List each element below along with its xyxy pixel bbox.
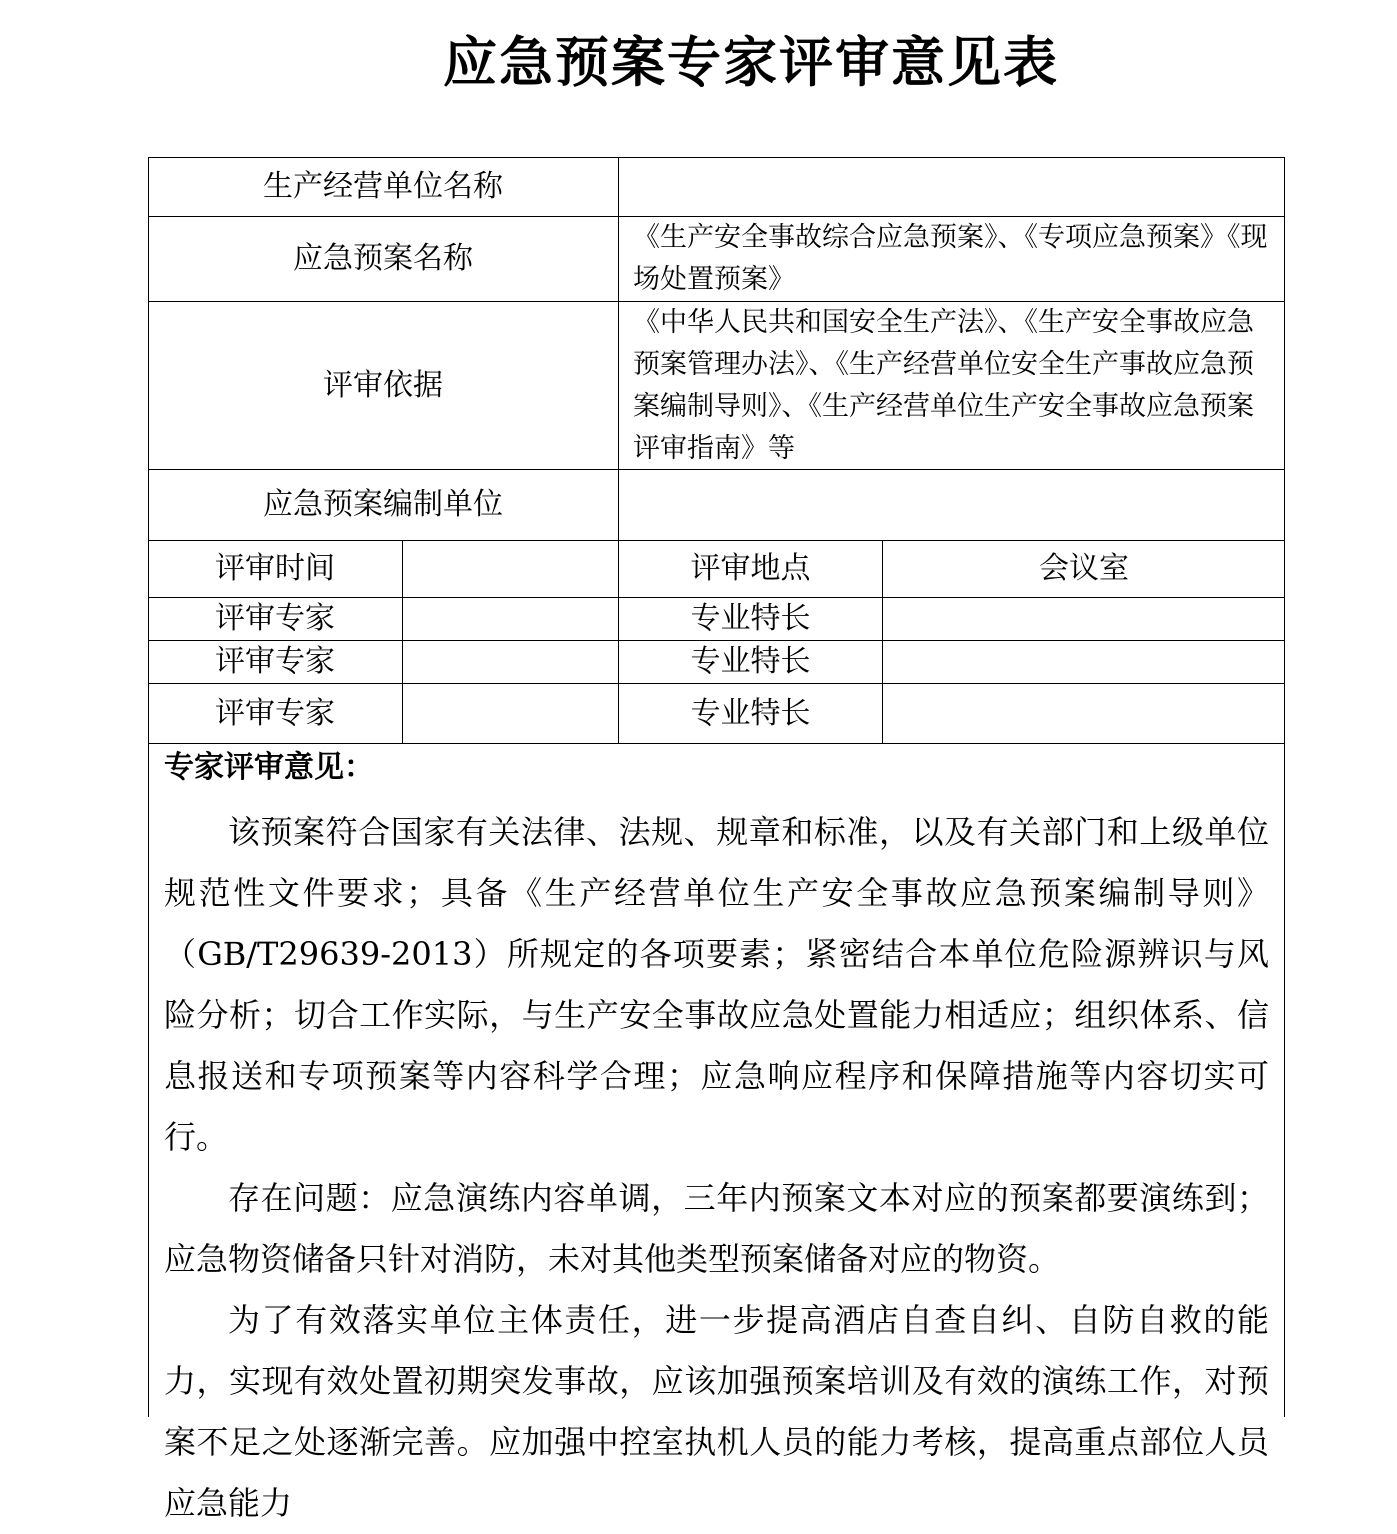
expert-name[interactable]	[403, 641, 618, 683]
specialty-value[interactable]	[883, 598, 1285, 640]
review-place-value: 会议室	[1039, 551, 1129, 586]
opinion-paragraph: 存在问题：应急演练内容单调，三年内预案文本对应的预案都要演练到；应急物资储备只针对消防，未对其他类型预案储备对应的物资。	[164, 1179, 1269, 1278]
specialty-value[interactable]	[883, 641, 1285, 683]
plan-name-value: 《生产安全事故综合应急预案》、《专项应急预案》《现场处置预案》	[633, 222, 1268, 295]
specialty-label: 专业特长	[690, 601, 811, 636]
review-time-label: 评审时间	[215, 551, 335, 586]
specialty-value[interactable]	[883, 684, 1285, 743]
compiler-label: 应急预案编制单位	[263, 487, 503, 522]
unit-name-value[interactable]	[619, 157, 1285, 216]
expert-label: 评审专家	[215, 644, 335, 679]
compiler-value[interactable]	[619, 470, 1285, 540]
specialty-label: 专业特长	[690, 644, 811, 679]
review-place-label: 评审地点	[690, 551, 811, 586]
opinion-paragraph: 该预案符合国家有关法律、法规、规章和标准，以及有关部门和上级单位规范性文件要求；具备《生产经营单位生产安全事故应急预案编制导则》（GB/T29639-2013）所规定的各项要素；紧密结合本单位危险源辨识与风险分析；切合工作实际，与生产安全事故应急处置能力相适应；组织体系、信息报送和专项预案等内容科学合理；应急响应程序和保障措施等内容切实可行。	[164, 813, 1269, 1156]
expert-label: 评审专家	[215, 601, 335, 636]
expert-name[interactable]	[403, 598, 618, 640]
page-title: 应急预案专家评审意见表	[443, 31, 1059, 94]
unit-name-label: 生产经营单位名称	[263, 168, 503, 204]
basis-value: 《中华人民共和国安全生产法》、《生产安全事故应急预案管理办法》、《生产经营单位安全生产事故应急预案编制导则》、《生产经营单位生产安全事故应急预案评审指南》等	[633, 306, 1254, 464]
opinion-paragraph: 为了有效落实单位主体责任，进一步提高酒店自查自纠、自防自救的能力，实现有效处置初期突发事故，应该加强预案培训及有效的演练工作，对预案不足之处逐渐完善。应加强中控室执机人员的能力考核，提高重点部位人员应急能力	[164, 1301, 1269, 1522]
plan-name-label: 应急预案名称	[293, 241, 473, 276]
review-time-value[interactable]	[403, 541, 618, 597]
specialty-label: 专业特长	[690, 695, 811, 731]
basis-label: 评审依据	[323, 367, 443, 403]
opinion-heading: 专家评审意见：	[164, 750, 374, 785]
expert-opinion-section	[148, 744, 1285, 1534]
expert-label: 评审专家	[215, 695, 335, 731]
expert-name[interactable]	[403, 684, 618, 743]
